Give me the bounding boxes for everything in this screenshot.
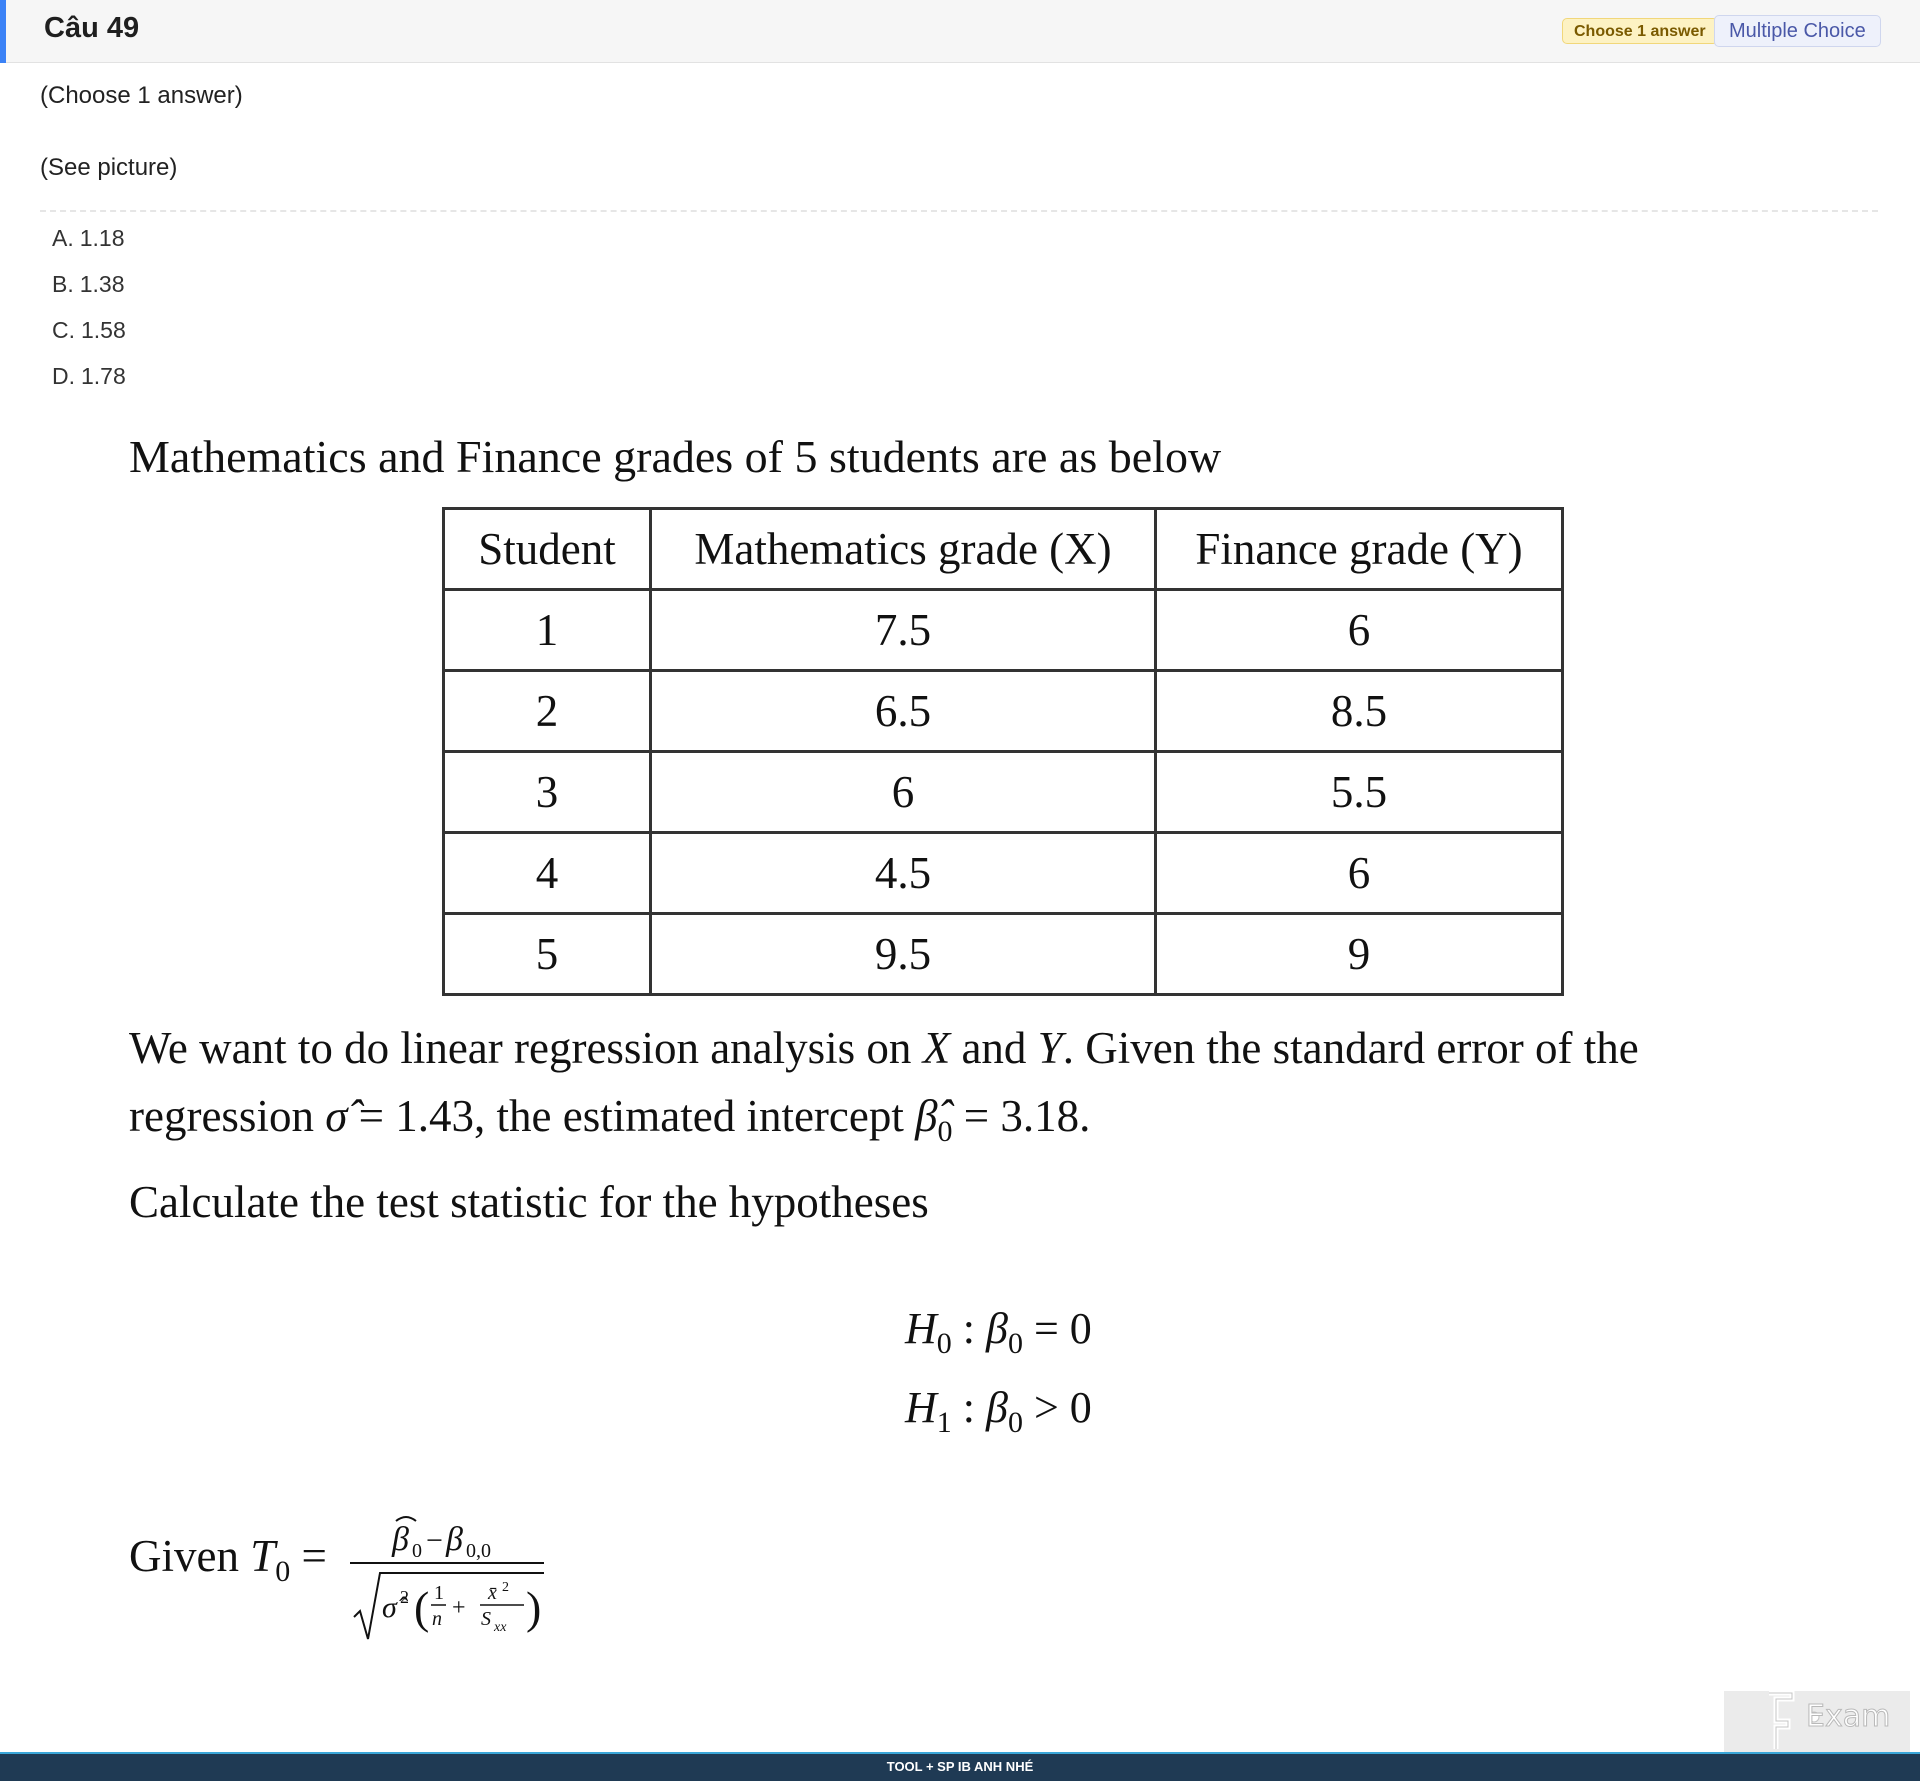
problem-title: Mathematics and Finance grades of 5 students are as below xyxy=(129,431,1222,482)
svg-text:β: β xyxy=(392,1521,409,1558)
footer-bar xyxy=(0,1752,1920,1781)
svg-text:n: n xyxy=(432,1608,442,1630)
relation: > 0 xyxy=(1033,1383,1092,1432)
given-formula-label: Given $T_0$ = xyxy=(129,1531,327,1588)
text-segment: = 3.18. xyxy=(963,1091,1091,1141)
table-cell: 5.5 xyxy=(1156,752,1563,833)
svg-text:xx: xx xyxy=(494,1620,507,1635)
option-value: 1.58 xyxy=(81,317,126,343)
option-letter: A. xyxy=(52,225,74,251)
exam-watermark-logo xyxy=(1724,1691,1910,1752)
text-segment: . Given the standard error of the xyxy=(1062,1023,1639,1073)
table-cell: 3 xyxy=(444,752,651,833)
svg-text:σ̂: σ̂ xyxy=(382,1591,397,1624)
relation: = 0 xyxy=(1033,1304,1092,1353)
svg-text:β: β xyxy=(446,1521,463,1558)
table-cell: 6 xyxy=(1156,833,1563,914)
table-header-cell: Mathematics grade (X) xyxy=(651,509,1156,590)
text-segment: and xyxy=(961,1023,1027,1073)
table-header-cell: Finance grade (Y) xyxy=(1156,509,1563,590)
table-cell: 9.5 xyxy=(651,914,1156,995)
problem-paragraph-3: Calculate the test statistic for the hypotheses xyxy=(129,1177,929,1227)
table-cell: 5 xyxy=(444,914,651,995)
svg-text:x̄: x̄ xyxy=(488,1582,497,1604)
question-see-picture: (See picture) xyxy=(40,154,178,181)
svg-text:): ) xyxy=(526,1582,542,1633)
question-header xyxy=(0,0,1920,63)
table-cell: 6 xyxy=(1156,590,1563,671)
text-segment: regression xyxy=(129,1091,314,1141)
choose-count-badge: Choose 1 answer xyxy=(1562,18,1718,44)
subscript: 1 xyxy=(936,1405,952,1439)
option-value: 1.78 xyxy=(81,363,126,389)
option-b[interactable] xyxy=(52,271,125,298)
text-segment: We want to do linear regression analysis on xyxy=(129,1023,912,1073)
variable-y: Y xyxy=(1037,1023,1063,1073)
beta-symbol: β xyxy=(986,1304,1008,1353)
table-header-row xyxy=(444,509,1563,590)
subscript: 0 xyxy=(1007,1405,1023,1439)
svg-text:+: + xyxy=(452,1595,466,1621)
sigma-hat-symbol: σ̂ xyxy=(325,1091,348,1141)
subscript: 0 xyxy=(275,1555,291,1588)
table-cell: 2 xyxy=(444,671,651,752)
problem-paragraph-1 xyxy=(129,1022,1639,1074)
table-cell: 7.5 xyxy=(651,590,1156,671)
logo-text: Exam xyxy=(1806,1699,1891,1734)
hypothesis-h1: $H_1$ : $\beta_0 > 0$ xyxy=(905,1383,1092,1439)
question-instruction: (Choose 1 answer) xyxy=(40,82,243,109)
divider xyxy=(40,210,1878,212)
hyp-symbol: H xyxy=(905,1304,937,1353)
table-row xyxy=(444,590,1563,671)
svg-text:2: 2 xyxy=(400,1587,409,1607)
question-type-badge: Multiple Choice xyxy=(1714,15,1881,47)
svg-text:−: − xyxy=(426,1524,443,1557)
subscript: 0 xyxy=(936,1326,952,1360)
table-cell: 6 xyxy=(651,752,1156,833)
beta-symbol: β xyxy=(986,1383,1008,1432)
subscript: 0 xyxy=(1007,1326,1023,1360)
hyp-symbol: H xyxy=(905,1383,937,1432)
text-segment: = 1.43, the estimated intercept xyxy=(358,1091,904,1141)
footer-text: TOOL + SP IB ANH NHÉ xyxy=(886,1759,1034,1774)
table-row xyxy=(444,833,1563,914)
header-accent-bar xyxy=(0,0,6,63)
t-symbol: T xyxy=(250,1531,276,1581)
beta-hat-symbol: β̂ xyxy=(915,1091,938,1141)
question-number: Câu 49 xyxy=(44,12,140,44)
svg-text:(: ( xyxy=(414,1582,430,1633)
svg-text:0: 0 xyxy=(412,1540,422,1562)
option-c[interactable] xyxy=(52,317,126,344)
option-value: 1.18 xyxy=(79,225,125,251)
problem-paragraph-2 xyxy=(129,1090,1090,1149)
table-row xyxy=(444,752,1563,833)
text-segment: Given xyxy=(129,1531,239,1581)
subscript: 0 xyxy=(937,1115,953,1148)
table-cell: 8.5 xyxy=(1156,671,1563,752)
table-cell: 6.5 xyxy=(651,671,1156,752)
table-cell: 9 xyxy=(1156,914,1563,995)
test-statistic-formula xyxy=(340,1505,560,1645)
option-d[interactable] xyxy=(52,363,126,390)
svg-text:1: 1 xyxy=(434,1582,444,1604)
hypothesis-h0: $H_0$ : $\beta_0 = 0$ xyxy=(905,1304,1092,1360)
svg-text:0,0: 0,0 xyxy=(466,1540,491,1562)
table-row xyxy=(444,914,1563,995)
table-header-cell: Student xyxy=(444,509,651,590)
option-letter: B. xyxy=(52,271,74,297)
option-value: 1.38 xyxy=(79,271,125,297)
table-row xyxy=(444,671,1563,752)
option-letter: D. xyxy=(52,363,75,389)
svg-text:S: S xyxy=(481,1608,491,1630)
grades-table xyxy=(442,507,1564,996)
variable-x: X xyxy=(922,1023,951,1073)
option-letter: C. xyxy=(52,317,75,343)
svg-text:2: 2 xyxy=(502,1580,509,1595)
table-cell: 4 xyxy=(444,833,651,914)
option-a[interactable] xyxy=(52,225,125,252)
table-cell: 1 xyxy=(444,590,651,671)
table-cell: 4.5 xyxy=(651,833,1156,914)
